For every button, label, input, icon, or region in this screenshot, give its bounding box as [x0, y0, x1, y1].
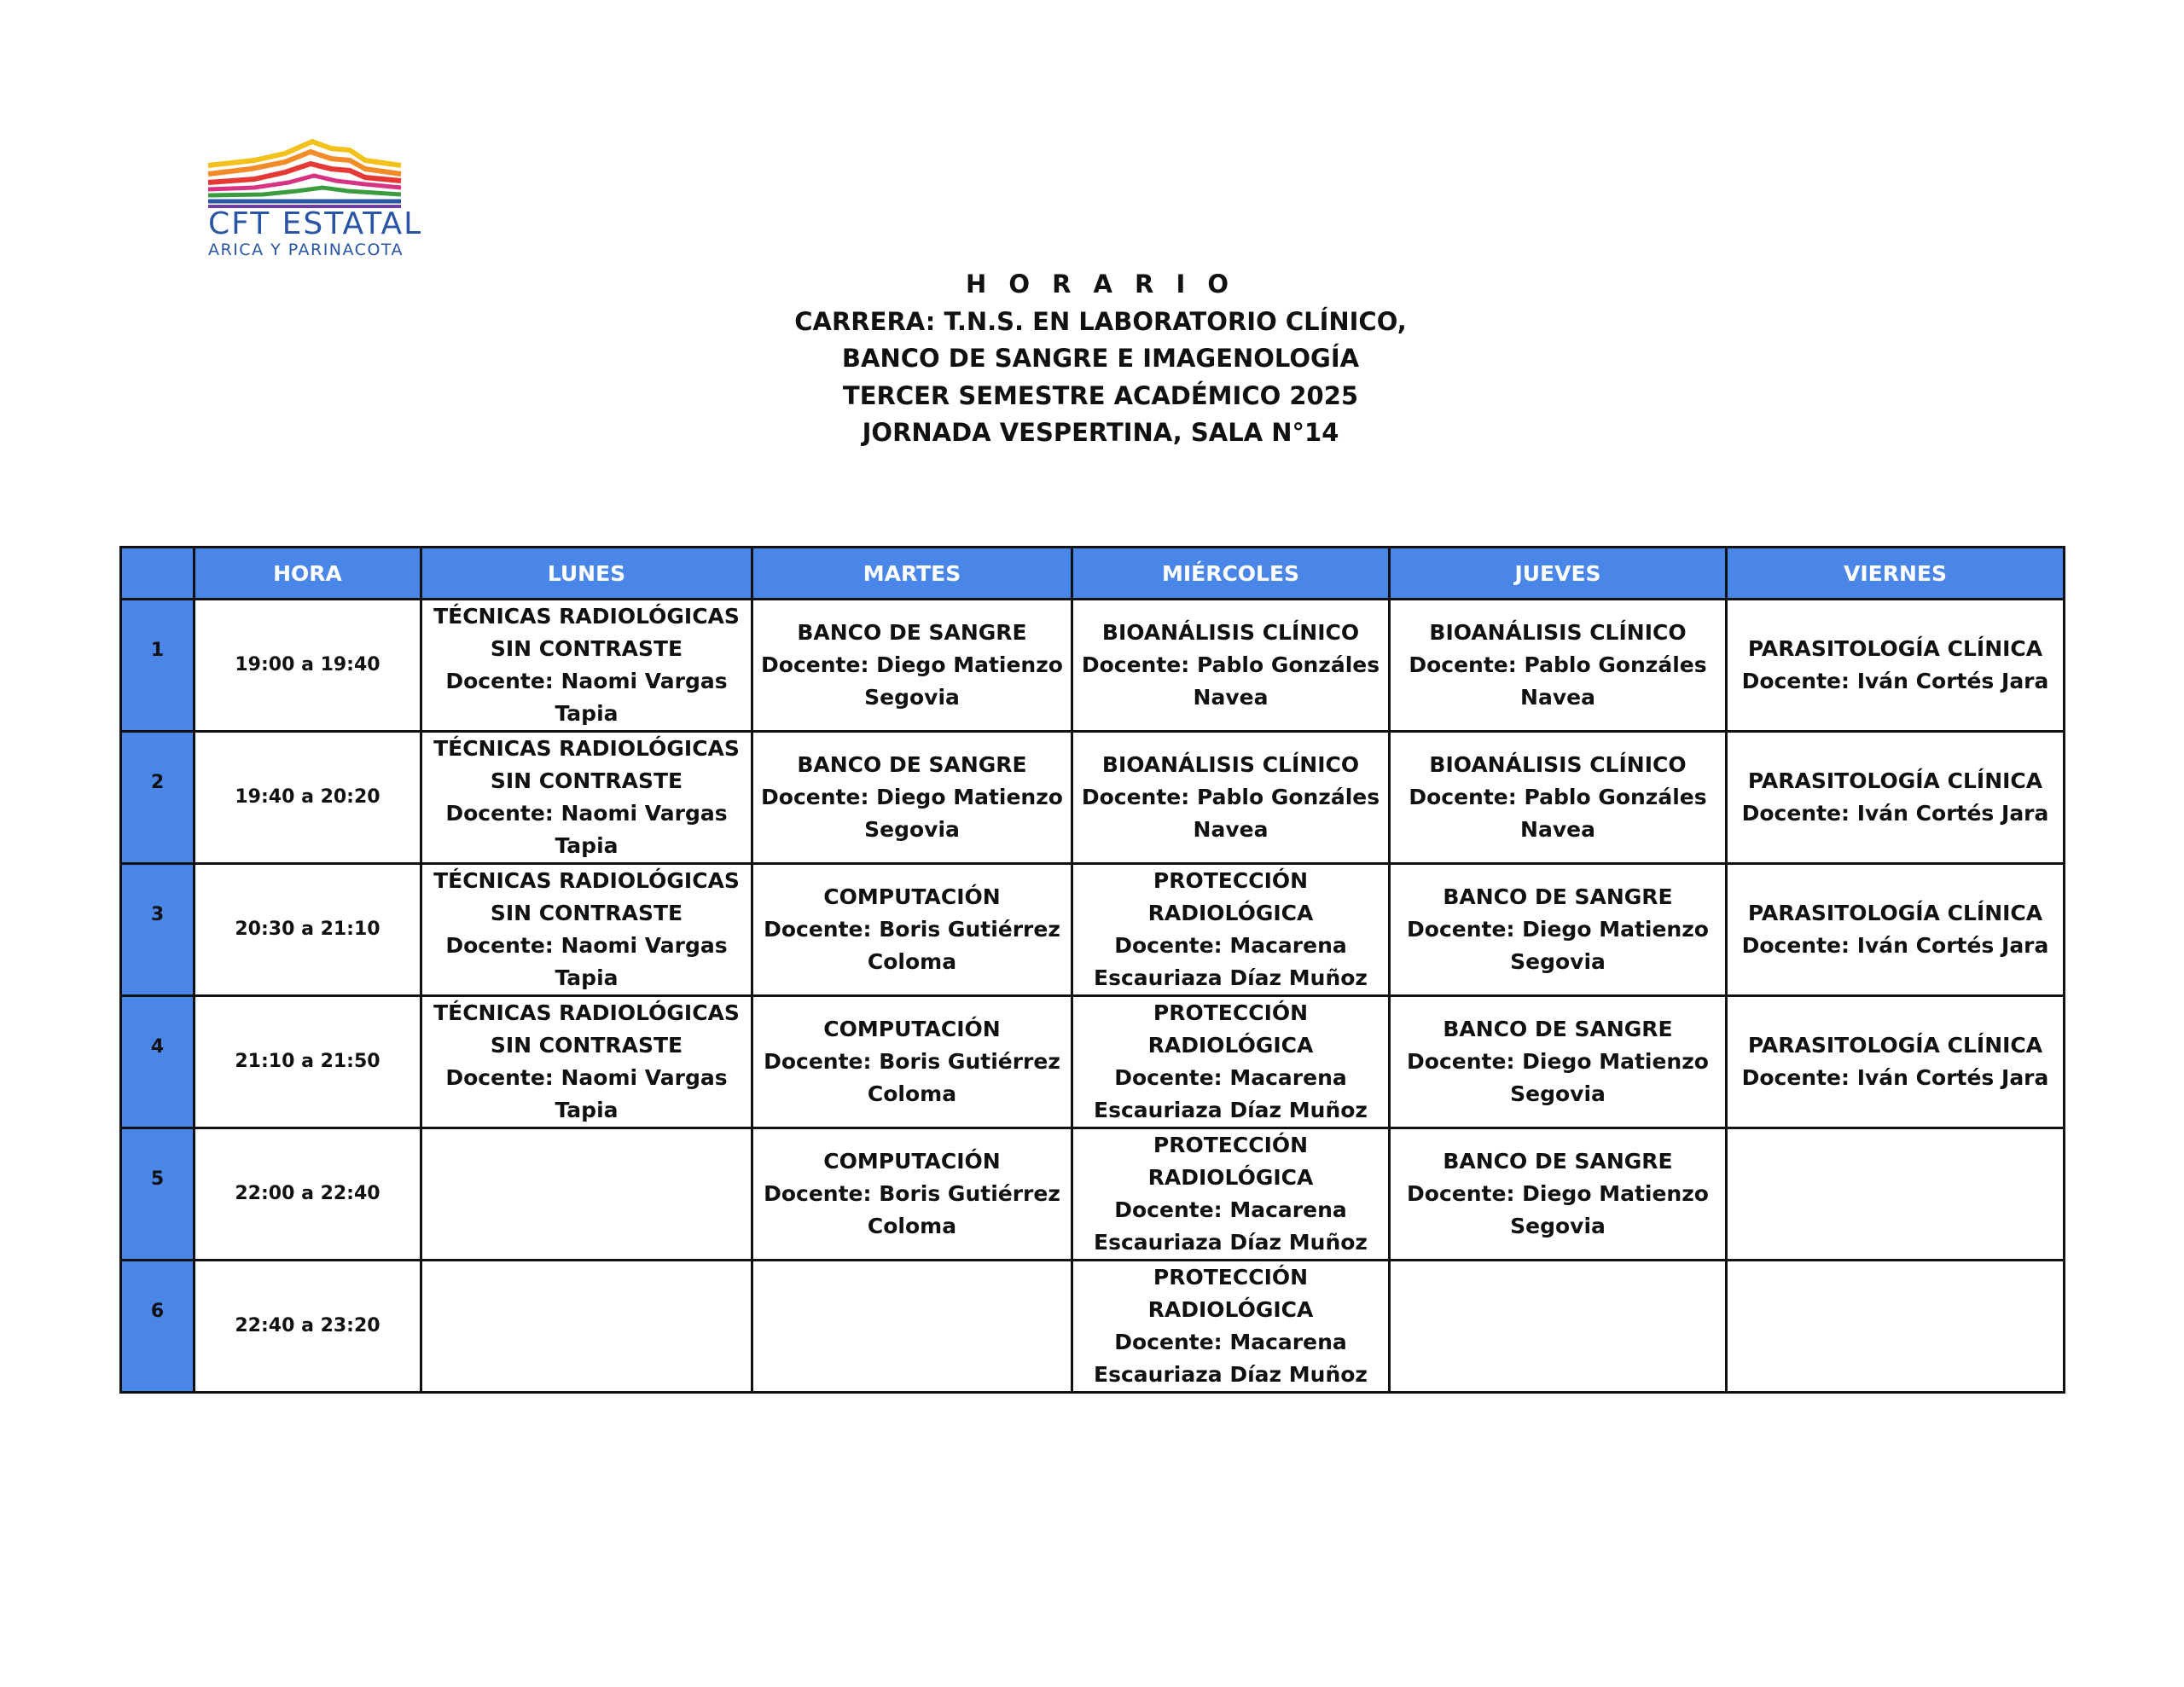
class-cell-line: Navea: [1520, 817, 1595, 842]
header-martes: MARTES: [752, 548, 1072, 600]
class-cell-line: Segovia: [1510, 1214, 1606, 1238]
class-cell-line: Navea: [1193, 817, 1269, 842]
class-cell-line: Docente: Diego Matienzo: [1407, 917, 1709, 942]
class-cell-line: Navea: [1193, 685, 1269, 710]
class-cell-viernes: [1727, 996, 2065, 1128]
class-cell-line: Docente: Diego Matienzo: [1407, 1181, 1709, 1206]
class-cell-line: Docente: Naomi Vargas: [445, 801, 728, 826]
class-cell-martes: [752, 1261, 1072, 1393]
schedule-table: [119, 546, 2065, 1394]
class-cell-line: BANCO DE SANGRE: [1443, 884, 1673, 909]
table-row: [121, 1261, 2065, 1393]
class-cell-line: Docente: Boris Gutiérrez: [764, 917, 1060, 942]
class-cell-miercoles: [1072, 864, 1390, 996]
period-number: 6: [121, 1261, 195, 1393]
class-cell-miercoles: [1072, 1261, 1390, 1393]
class-cell-line: Docente: Pablo Gonzáles: [1081, 652, 1380, 677]
header-hora: HORA: [195, 548, 421, 600]
class-cell-line: Docente: Macarena: [1114, 1330, 1347, 1354]
period-number: 4: [121, 996, 195, 1128]
class-cell-jueves: [1390, 600, 1727, 732]
period-number: 5: [121, 1128, 195, 1261]
class-cell-line: Escauriaza Díaz Muñoz: [1094, 1362, 1368, 1387]
class-cell-line: RADIOLÓGICA: [1147, 1165, 1314, 1190]
class-cell-viernes: [1727, 1128, 2065, 1261]
class-cell-line: SIN CONTRASTE: [490, 901, 683, 925]
class-cell-line: Docente: Macarena: [1114, 1065, 1347, 1090]
class-cell-line: BANCO DE SANGRE: [1443, 1017, 1673, 1041]
class-cell-line: BANCO DE SANGRE: [1443, 1149, 1673, 1174]
class-cell-line: PARASITOLOGÍA CLÍNICA: [1747, 768, 2043, 793]
class-cell-line: PROTECCIÓN: [1153, 868, 1309, 893]
class-cell-martes: [752, 732, 1072, 864]
header-lunes: LUNES: [421, 548, 752, 600]
class-cell-viernes: [1727, 600, 2065, 732]
class-cell-martes: [752, 1128, 1072, 1261]
class-cell-line: Escauriaza Díaz Muñoz: [1094, 1230, 1368, 1255]
class-cell-line: Docente: Naomi Vargas: [445, 1065, 728, 1090]
period-time: 21:10 a 21:50: [195, 996, 421, 1128]
table-row: [121, 864, 2065, 996]
cft-logo: [203, 135, 425, 263]
class-cell-line: Segovia: [864, 817, 960, 842]
logo-name: CFT ESTATAL: [208, 206, 423, 241]
class-cell-line: Docente: Diego Matienzo: [1407, 1049, 1709, 1074]
class-cell-line: Tapia: [555, 1098, 619, 1122]
class-cell-line: Docente: Iván Cortés Jara: [1741, 801, 2049, 826]
period-time: 20:30 a 21:10: [195, 864, 421, 996]
class-cell-jueves: [1390, 1128, 1727, 1261]
class-cell-line: Docente: Naomi Vargas: [445, 669, 728, 693]
class-cell-line: BIOANÁLISIS CLÍNICO: [1101, 752, 1360, 777]
class-cell-line: Segovia: [1510, 1081, 1606, 1106]
class-cell-line: Navea: [1520, 685, 1595, 710]
heading-career-line: CARRERA: T.N.S. EN LABORATORIO CLÍNICO,: [794, 306, 1407, 336]
class-cell-line: TÉCNICAS RADIOLÓGICAS: [433, 868, 740, 893]
class-cell-line: Docente: Naomi Vargas: [445, 933, 728, 958]
class-cell-line: PROTECCIÓN: [1153, 1265, 1309, 1290]
class-cell-line: Coloma: [867, 949, 957, 974]
class-cell-line: Tapia: [555, 833, 619, 858]
class-cell-line: RADIOLÓGICA: [1147, 901, 1314, 925]
class-cell-jueves: [1390, 996, 1727, 1128]
class-cell-line: PROTECCIÓN: [1153, 1133, 1309, 1157]
class-cell-martes: [752, 600, 1072, 732]
header-viernes: VIERNES: [1727, 548, 2065, 600]
class-cell-miercoles: [1072, 996, 1390, 1128]
class-cell-lunes: [421, 600, 752, 732]
class-cell-line: Docente: Macarena: [1114, 933, 1347, 958]
class-cell-line: Coloma: [867, 1214, 957, 1238]
class-cell-miercoles: [1072, 600, 1390, 732]
schedule-body: [121, 600, 2065, 1393]
class-cell-line: PARASITOLOGÍA CLÍNICA: [1747, 901, 2043, 925]
class-cell-line: Docente: Pablo Gonzáles: [1409, 785, 1707, 809]
class-cell-line: COMPUTACIÓN: [823, 884, 1001, 909]
class-cell-line: BIOANÁLISIS CLÍNICO: [1429, 620, 1687, 645]
period-number: 2: [121, 732, 195, 864]
class-cell-line: Docente: Pablo Gonzáles: [1409, 652, 1707, 677]
table-row: [121, 732, 2065, 864]
class-cell-line: BANCO DE SANGRE: [797, 620, 1027, 645]
class-cell-line: Tapia: [555, 701, 619, 726]
class-cell-line: Docente: Iván Cortés Jara: [1741, 933, 2049, 958]
class-cell-line: Segovia: [1510, 949, 1606, 974]
class-cell-line: Docente: Iván Cortés Jara: [1741, 1065, 2049, 1090]
class-cell-jueves: [1390, 732, 1727, 864]
class-cell-line: Coloma: [867, 1081, 957, 1106]
class-cell-line: Tapia: [555, 965, 619, 990]
class-cell-miercoles: [1072, 732, 1390, 864]
class-cell-line: BIOANÁLISIS CLÍNICO: [1101, 620, 1360, 645]
class-cell-line: PROTECCIÓN: [1153, 1000, 1309, 1025]
class-cell-line: PARASITOLOGÍA CLÍNICA: [1747, 636, 2043, 661]
header-miercoles: MIÉRCOLES: [1072, 548, 1390, 600]
period-number: 1: [121, 600, 195, 732]
class-cell-lunes: [421, 1128, 752, 1261]
class-cell-lunes: [421, 996, 752, 1128]
period-time: 19:40 a 20:20: [195, 732, 421, 864]
class-cell-line: TÉCNICAS RADIOLÓGICAS: [433, 604, 740, 629]
heading-career-line-2: BANCO DE SANGRE E IMAGENOLOGÍA: [841, 344, 1360, 373]
class-cell-lunes: [421, 864, 752, 996]
mountain-stripes-logo-icon: [203, 135, 408, 208]
logo-region: ARICA Y PARINACOTA: [208, 241, 404, 259]
class-cell-martes: [752, 996, 1072, 1128]
class-cell-line: Escauriaza Díaz Muñoz: [1094, 965, 1368, 990]
class-cell-line: Docente: Boris Gutiérrez: [764, 1181, 1060, 1206]
period-time: 22:00 a 22:40: [195, 1128, 421, 1261]
header-jueves: JUEVES: [1390, 548, 1727, 600]
schedule-header: [121, 548, 2065, 600]
class-cell-line: SIN CONTRASTE: [490, 1033, 683, 1058]
class-cell-martes: [752, 864, 1072, 996]
class-cell-viernes: [1727, 864, 2065, 996]
heading-session-room: JORNADA VESPERTINA, SALA N°14: [862, 418, 1339, 447]
document-title: H O R A R I O: [965, 270, 1236, 299]
class-cell-miercoles: [1072, 1128, 1390, 1261]
class-cell-line: Docente: Macarena: [1114, 1197, 1347, 1222]
class-cell-lunes: [421, 1261, 752, 1393]
header-corner: [121, 548, 195, 600]
class-cell-line: SIN CONTRASTE: [490, 768, 683, 793]
class-cell-line: Escauriaza Díaz Muñoz: [1094, 1098, 1368, 1122]
class-cell-line: TÉCNICAS RADIOLÓGICAS: [433, 1000, 740, 1025]
class-cell-line: COMPUTACIÓN: [823, 1149, 1001, 1174]
class-cell-line: Docente: Diego Matienzo: [761, 785, 1063, 809]
class-cell-viernes: [1727, 732, 2065, 864]
document-heading: [648, 266, 1553, 452]
table-row: [121, 1128, 2065, 1261]
period-time: 19:00 a 19:40: [195, 600, 421, 732]
class-cell-line: RADIOLÓGICA: [1147, 1297, 1314, 1322]
heading-semester: TERCER SEMESTRE ACADÉMICO 2025: [842, 380, 1359, 410]
class-cell-line: TÉCNICAS RADIOLÓGICAS: [433, 736, 740, 761]
class-cell-jueves: [1390, 1261, 1727, 1393]
class-cell-line: RADIOLÓGICA: [1147, 1033, 1314, 1058]
class-cell-line: BIOANÁLISIS CLÍNICO: [1429, 752, 1687, 777]
table-row: [121, 996, 2065, 1128]
class-cell-line: Segovia: [864, 685, 960, 710]
class-cell-jueves: [1390, 864, 1727, 996]
class-cell-line: Docente: Iván Cortés Jara: [1741, 669, 2049, 693]
table-row: [121, 600, 2065, 732]
class-cell-viernes: [1727, 1261, 2065, 1393]
period-number: 3: [121, 864, 195, 996]
class-cell-line: Docente: Pablo Gonzáles: [1081, 785, 1380, 809]
class-cell-lunes: [421, 732, 752, 864]
class-cell-line: PARASITOLOGÍA CLÍNICA: [1747, 1033, 2043, 1058]
period-time: 22:40 a 23:20: [195, 1261, 421, 1393]
class-cell-line: BANCO DE SANGRE: [797, 752, 1027, 777]
class-cell-line: Docente: Diego Matienzo: [761, 652, 1063, 677]
class-cell-line: COMPUTACIÓN: [823, 1017, 1001, 1041]
class-cell-line: SIN CONTRASTE: [490, 636, 683, 661]
class-cell-line: Docente: Boris Gutiérrez: [764, 1049, 1060, 1074]
